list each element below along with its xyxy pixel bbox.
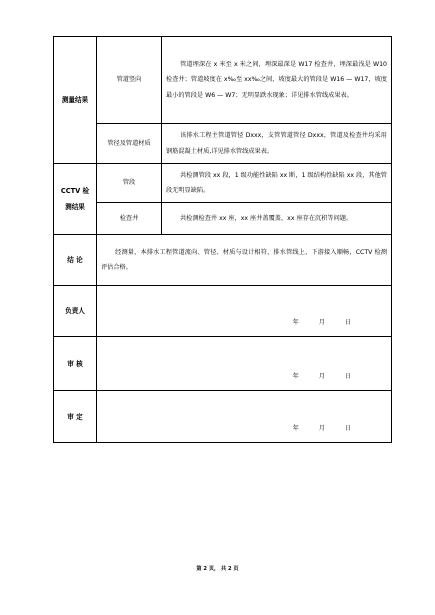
cctv-row-manhole xyxy=(54,203,392,235)
date-year: 年 xyxy=(292,373,299,380)
survey-row-vertical xyxy=(54,37,392,124)
conclusion-text-content: 经测量，本排水工程管道流向、管径、材质与设计相符，排水管线上、下游接入顺畅，CCTV 检测评估合格。 xyxy=(101,248,387,271)
row-text-material-content: 该排水工程主管道管径 Dxxx，支管管道管径 Dxxx，管道及检查井均采用钢筋混凝土材质,详见排水管线成果表。 xyxy=(166,132,387,155)
cctv-row-segment xyxy=(54,164,392,203)
section-title-cctv xyxy=(54,164,97,235)
row-text-vertical-content: 管道埋深在 x 米至 x 米之间，埋深最深是 W17 检查井，埋深最浅是 W10 检查井；管道坡度在 x‰至 xx‰之间，坡度最大的管段是 W16 — W17，坡度最小的管段是 W6 — W7；无明显跌水现象；详见排水管线成果表。 xyxy=(166,60,387,99)
signoff-date-responsible xyxy=(293,317,351,326)
conclusion-row xyxy=(54,235,392,286)
signoff-row-review xyxy=(54,337,392,391)
report-table xyxy=(53,36,392,443)
date-day: 日 xyxy=(344,373,351,380)
row-text-manhole-content: 共检测检查井 xx 座，xx 座井盖覆盖，xx 座存在沉积等问题。 xyxy=(180,214,353,222)
signoff-area-approve xyxy=(97,391,392,443)
row-text-segment-content: 共检测管段 xx 段，1 级功能性缺陷 xx 断，1 级结构性缺陷 xx 段，其他管段无明显缺陷。 xyxy=(166,171,387,194)
date-year: 年 xyxy=(292,319,299,326)
signoff-row-approve xyxy=(54,391,392,443)
row-text-vertical xyxy=(162,37,392,124)
cctv-title-line2: 测结果 xyxy=(65,203,85,211)
row-text-material xyxy=(162,124,392,164)
signoff-title-approve: 审 定 xyxy=(54,391,97,443)
page-footer: 第 2 页， 共 2 页 xyxy=(196,566,239,572)
signoff-date-approve xyxy=(293,423,351,432)
signoff-row-responsible xyxy=(54,286,392,337)
section-title-survey: 测量结果 xyxy=(54,37,97,164)
survey-row-material xyxy=(54,124,392,164)
section-title-conclusion: 结 论 xyxy=(54,235,97,286)
row-label-vertical: 管道竖向 xyxy=(97,37,162,124)
row-label-manhole: 检查井 xyxy=(97,203,162,235)
signoff-area-responsible xyxy=(97,286,392,337)
row-label-segment: 管段 xyxy=(97,164,162,203)
date-day: 日 xyxy=(344,319,351,326)
signoff-title-responsible: 负责人 xyxy=(54,286,97,337)
date-month: 月 xyxy=(318,425,325,432)
date-month: 月 xyxy=(318,319,325,326)
signoff-area-review xyxy=(97,337,392,391)
conclusion-text xyxy=(97,235,392,286)
signoff-date-review xyxy=(293,371,351,380)
row-text-segment xyxy=(162,164,392,203)
date-year: 年 xyxy=(292,425,299,432)
date-month: 月 xyxy=(318,373,325,380)
row-label-material: 管径及管道材质 xyxy=(97,124,162,164)
row-text-manhole xyxy=(162,203,392,235)
signoff-title-review: 审 核 xyxy=(54,337,97,391)
date-day: 日 xyxy=(344,425,351,432)
cctv-title-line1: CCTV 检 xyxy=(60,187,90,195)
